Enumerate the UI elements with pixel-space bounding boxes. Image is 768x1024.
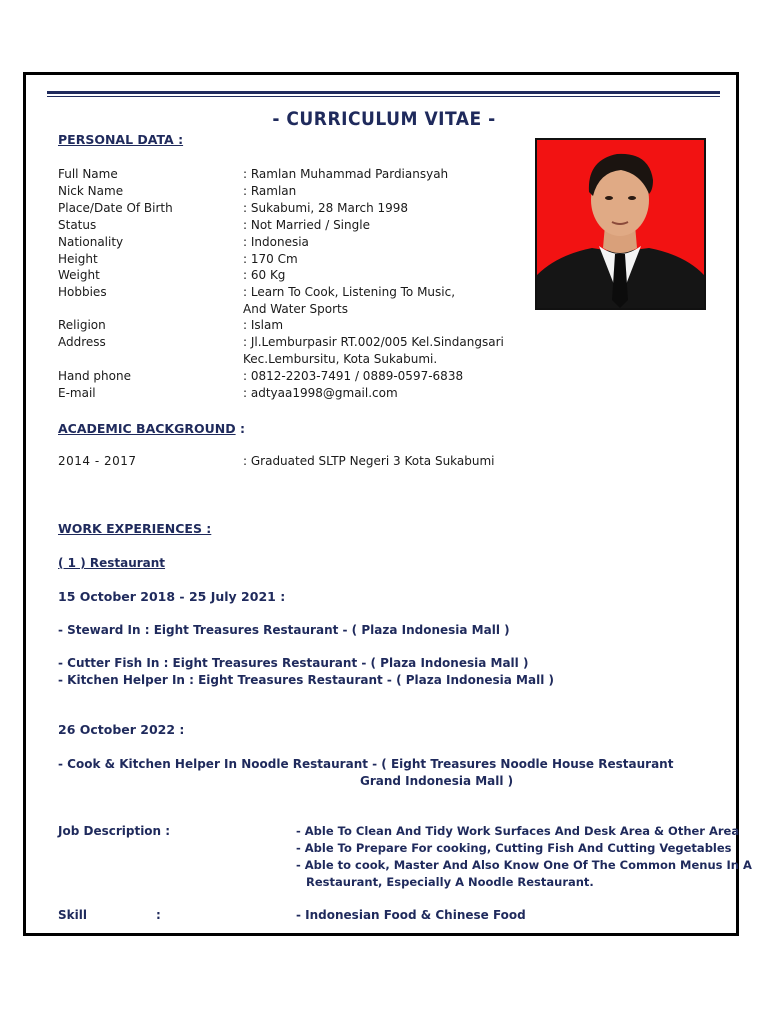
work-period-1: 15 October 2018 - 25 July 2021 :: [58, 589, 286, 604]
work-period-2: 26 October 2022 :: [58, 722, 185, 737]
personal-data-value: : Learn To Cook, Listening To Music,: [243, 285, 456, 299]
personal-data-label: Place/Date Of Birth: [58, 201, 173, 215]
academic-heading-text: ACADEMIC BACKGROUND: [58, 421, 236, 436]
skill-colon: :: [156, 908, 161, 922]
work-heading-text: WORK EXPERIENCES :: [58, 521, 212, 536]
personal-data-label: Height: [58, 252, 98, 266]
work-subheading: ( 1 ) Restaurant: [58, 556, 166, 570]
skill-label: Skill: [58, 908, 87, 922]
profile-photo: [535, 138, 706, 310]
personal-data-value: : Ramlan Muhammad Pardiansyah: [243, 167, 449, 181]
work-item-cook-line2: Grand Indonesia Mall ): [360, 774, 514, 788]
personal-data-label: Hobbies: [58, 285, 107, 299]
academic-value: : Graduated SLTP Negeri 3 Kota Sukabumi: [243, 454, 495, 468]
work-item-cutter-fish: - Cutter Fish In : Eight Treasures Restaurant - ( Plaza Indonesia Mall ): [58, 656, 529, 670]
personal-data-value: : Sukabumi, 28 March 1998: [243, 201, 409, 215]
personal-data-value: : Islam: [243, 318, 284, 332]
academic-heading-suffix: :: [235, 421, 245, 436]
personal-data-value: : Not Married / Single: [243, 218, 370, 232]
personal-data-value: : Indonesia: [243, 235, 309, 249]
personal-data-value: Kec.Lembursitu, Kota Sukabumi.: [243, 352, 438, 366]
personal-data-value: : 0812-2203-7491 / 0889-0597-6838: [243, 369, 464, 383]
job-description-item-1: - Able To Clean And Tidy Work Surfaces And Desk Area & Other Area: [296, 824, 740, 838]
academic-heading: [58, 421, 245, 436]
job-description-item-2: - Able To Prepare For cooking, Cutting Fish And Cutting Vegetables: [296, 841, 732, 855]
personal-data-value: : Jl.Lemburpasir RT.002/005 Kel.Sindangsari: [243, 335, 504, 349]
personal-data-value: : Ramlan: [243, 184, 297, 198]
work-item-cook-line1: - Cook & Kitchen Helper In Noodle Restaurant - ( Eight Treasures Noodle House Restaurant: [58, 757, 674, 771]
personal-data-label: E-mail: [58, 386, 96, 400]
work-item-steward: - Steward In : Eight Treasures Restaurant - ( Plaza Indonesia Mall ): [58, 623, 510, 637]
personal-data-label: Weight: [58, 268, 100, 282]
personal-data-value: : 60 Kg: [243, 268, 286, 282]
job-description-label: Job Description :: [58, 824, 171, 838]
personal-data-label: Nationality: [58, 235, 124, 249]
job-description-item-3: - Able to cook, Master And Also Know One Of The Common Menus In A: [296, 858, 752, 872]
personal-data-label: Address: [58, 335, 106, 349]
document-title: - CURRICULUM VITAE -: [272, 108, 496, 130]
work-item-kitchen-helper: - Kitchen Helper In : Eight Treasures Restaurant - ( Plaza Indonesia Mall ): [58, 673, 554, 687]
personal-data-value: And Water Sports: [243, 302, 348, 316]
person-portrait: [537, 140, 704, 308]
academic-period: 2014 - 2017: [58, 454, 137, 468]
personal-data-heading-text: PERSONAL DATA :: [58, 132, 184, 147]
header-rule-thin: [47, 96, 720, 97]
header-rule: [47, 91, 720, 94]
personal-data-label: Status: [58, 218, 97, 232]
personal-data-label: Nick Name: [58, 184, 124, 198]
skill-value: - Indonesian Food & Chinese Food: [296, 908, 526, 922]
work-heading: [58, 521, 211, 536]
personal-data-label: Hand phone: [58, 369, 131, 383]
personal-data-value: : 170 Cm: [243, 252, 298, 266]
personal-data-label: Religion: [58, 318, 106, 332]
personal-data-value: : adtyaa1998@gmail.com: [243, 386, 398, 400]
job-description-item-3-cont: Restaurant, Especially A Noodle Restaurant.: [306, 875, 594, 889]
personal-data-label: Full Name: [58, 167, 118, 181]
personal-data-heading: [58, 132, 183, 147]
